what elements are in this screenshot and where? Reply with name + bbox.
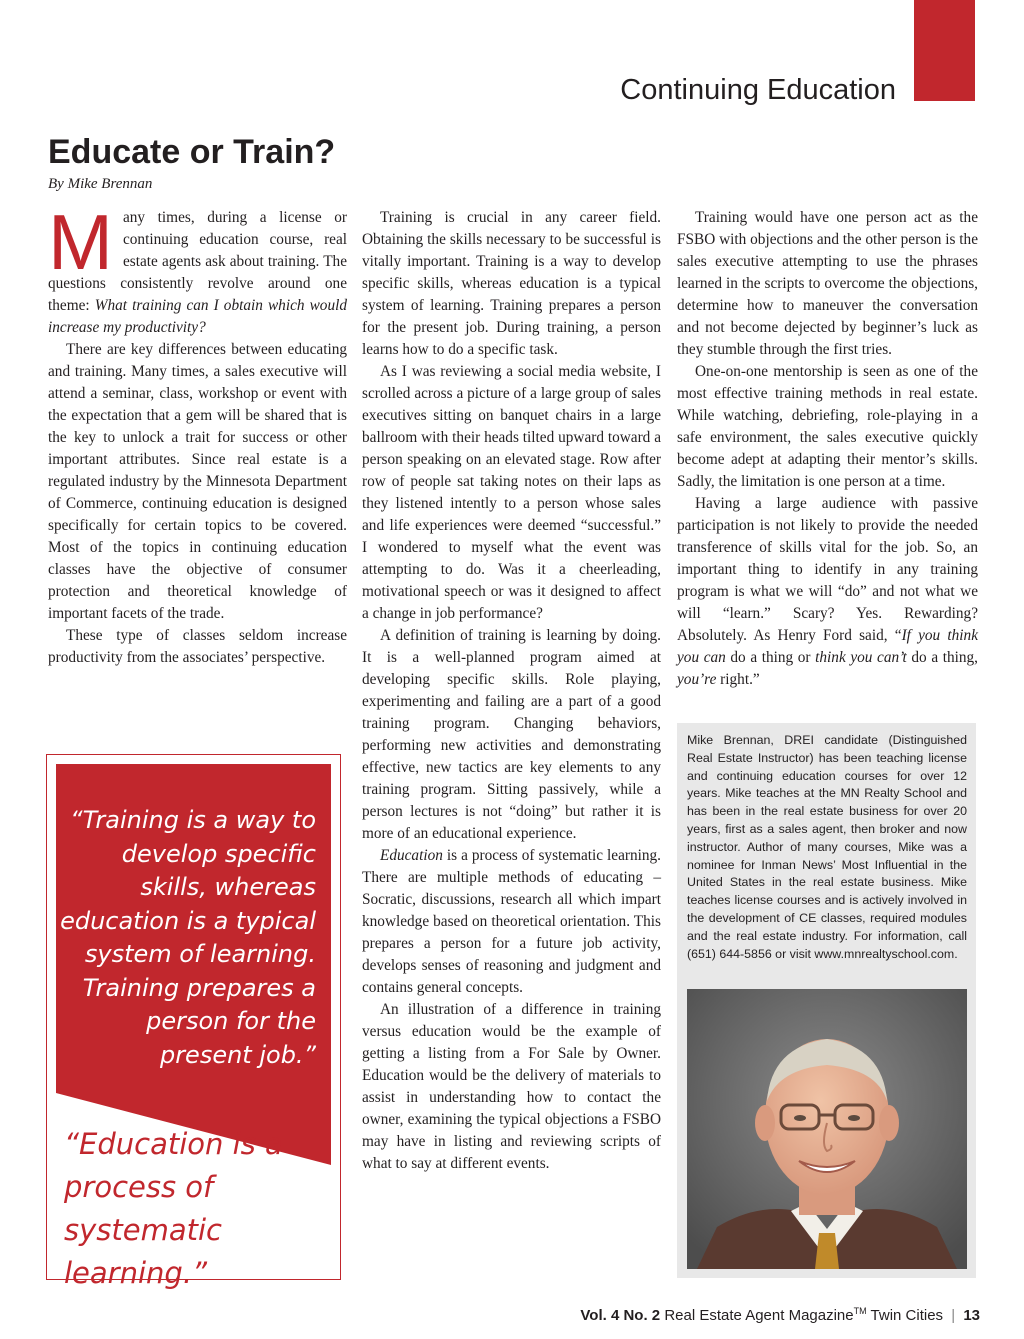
footer-divider: | — [951, 1307, 956, 1324]
page-footer — [540, 1306, 980, 1324]
page-number: 13 — [963, 1307, 980, 1324]
pull-quote-education: “Education is a process of systematic learning.” — [64, 1127, 283, 1290]
issue-volume: Vol. 4 No. 2 — [580, 1307, 661, 1324]
paragraph: One-on-one mentorship is seen as one of the most effective training methods in real estate. While watching, debriefing, role-playing in a safe environment, the sales executive quickly become adept at adapting their mentor’s skills. Sadly, the limitation is one person at a time. — [677, 363, 978, 490]
edition-name: Twin Cities — [870, 1307, 944, 1324]
paragraph: As I was reviewing a social media website, I scrolled across a picture of a large group of sales executives sitting on banquet chairs in a large ballroom with their heads tilted upward toward a person speaking on an elevated stage. Row after row of people sat taking notes on their laps as they listened intently to a person whose sales and life experiences were deemed “successful.” I wondered to myself what the event was attempting to do. Was it a cheerleading, motivational speech or was it designed to affect a change in job performance? — [362, 363, 661, 622]
paragraph: There are key differences between educating and training. Many times, a sales executive will attend a seminar, class, workshop or event with the expectation that a gem will be shared that is the key to unlock a trait for success or other important attributes. Since real estate is a regulated industry by the Minnesota Department of Commerce, continuing education is designed specifically for certain topics to be covered. Most of the topics in continuing education classes have the objective of consumer protection and theoretical knowledge of important facets of the trade. — [48, 341, 347, 622]
article-column-2 — [362, 207, 661, 1175]
paragraph: Training is crucial in any career field. Obtaining the skills necessary to be successful is vitally important. Training is a way to develop specific skills, whereas education is a typical system of learning. Training prepares a person for the present job. During training, a person learns how to do a specific task. — [362, 209, 661, 358]
paragraph: These type of classes seldom increase productivity from the associates’ perspective. — [48, 627, 347, 666]
author-bio-text: Mike Brennan, DREI candidate (Distinguished Real Estate Instructor) has been teaching license and continuing education courses for over 12 years. Mike teaches at the MN Realty School and has been in the real estate business for over 20 years, first as a sales agent, then broker and now instructor. Author of many courses, Mike was a nominee for Inman News’ Most Influential in the United States in the real estate business. Mike teaches license courses and is actively involved in the development of CE classes, required modules and the real estate industry. For information, call (651) 644-5856 or visit www.mnrealtyschool.com. — [687, 733, 967, 961]
magazine-name: Real Estate Agent Magazine — [664, 1307, 854, 1324]
pull-quote-training: “Training is a way to develop specific skills, whereas education is a typical system of learning. Training prepares a person for the present job.” — [60, 806, 316, 1069]
paragraph: An illustration of a difference in training versus education would be the example of getting a listing from a For Sale by Owner. Education would be the delivery of materials to assist in understanding how to contact the owner, examining the typical objections a FSBO may have in listing and reviewing scripts of what to say at different events. — [362, 1001, 661, 1172]
article-column-3 — [677, 207, 978, 691]
paragraph: Having a large audience with passive participation is not likely to provide the needed transference of skills vital for the job. So, an important thing to identify in any training program is what we will “do” and not what we will “learn.” Scary? Yes. Rewarding? Absolutely. As Henry Ford said, “If you think you can do a thing or think you can’t do a thing, you’re right.” — [677, 495, 978, 688]
paragraph: Training would have one person act as the FSBO with objections and the other person is the sales executive attempting to use the phrases learned in the scripts to overcome the objections, determine how to maneuver the conversation and not become dejected by beginner’s luck as they stumble through the first tries. — [677, 209, 978, 358]
section-title: Continuing Education — [620, 74, 896, 106]
drop-cap: M — [48, 198, 113, 286]
paragraph: A definition of training is learning by doing. It is a well-planned program aimed at developing specific skills. Role playing, experimenting and failing are a part of a good training program. Changing behaviors, performing new activities and demonstrating effective, new tactics are key elements to any training program. Sitting passively, while a person lectures is not “doing” but rather it is more of an educational experience. — [362, 627, 661, 842]
paragraph: Many times, during a license or continuing education course, real estate agents ask about training. The questions consistently revolve around one theme: What training can I obtain which would increase my productivity? — [48, 198, 348, 336]
author-bio-box — [677, 723, 976, 1278]
article-headline: Educate or Train? — [48, 133, 336, 171]
trademark-mark: TM — [853, 1306, 867, 1316]
author-photo — [687, 989, 967, 1269]
author-portrait-illustration — [687, 989, 967, 1269]
paragraph: Education is a process of systematic learning. There are multiple methods of educating – Socratic, discussions, research all which impart knowledge based on theoretical orientation. This prepares a person for a future job activity, develops senses of reasoning and judgment and contains general concepts. — [362, 847, 661, 996]
byline: By Mike Brennan — [48, 176, 153, 192]
